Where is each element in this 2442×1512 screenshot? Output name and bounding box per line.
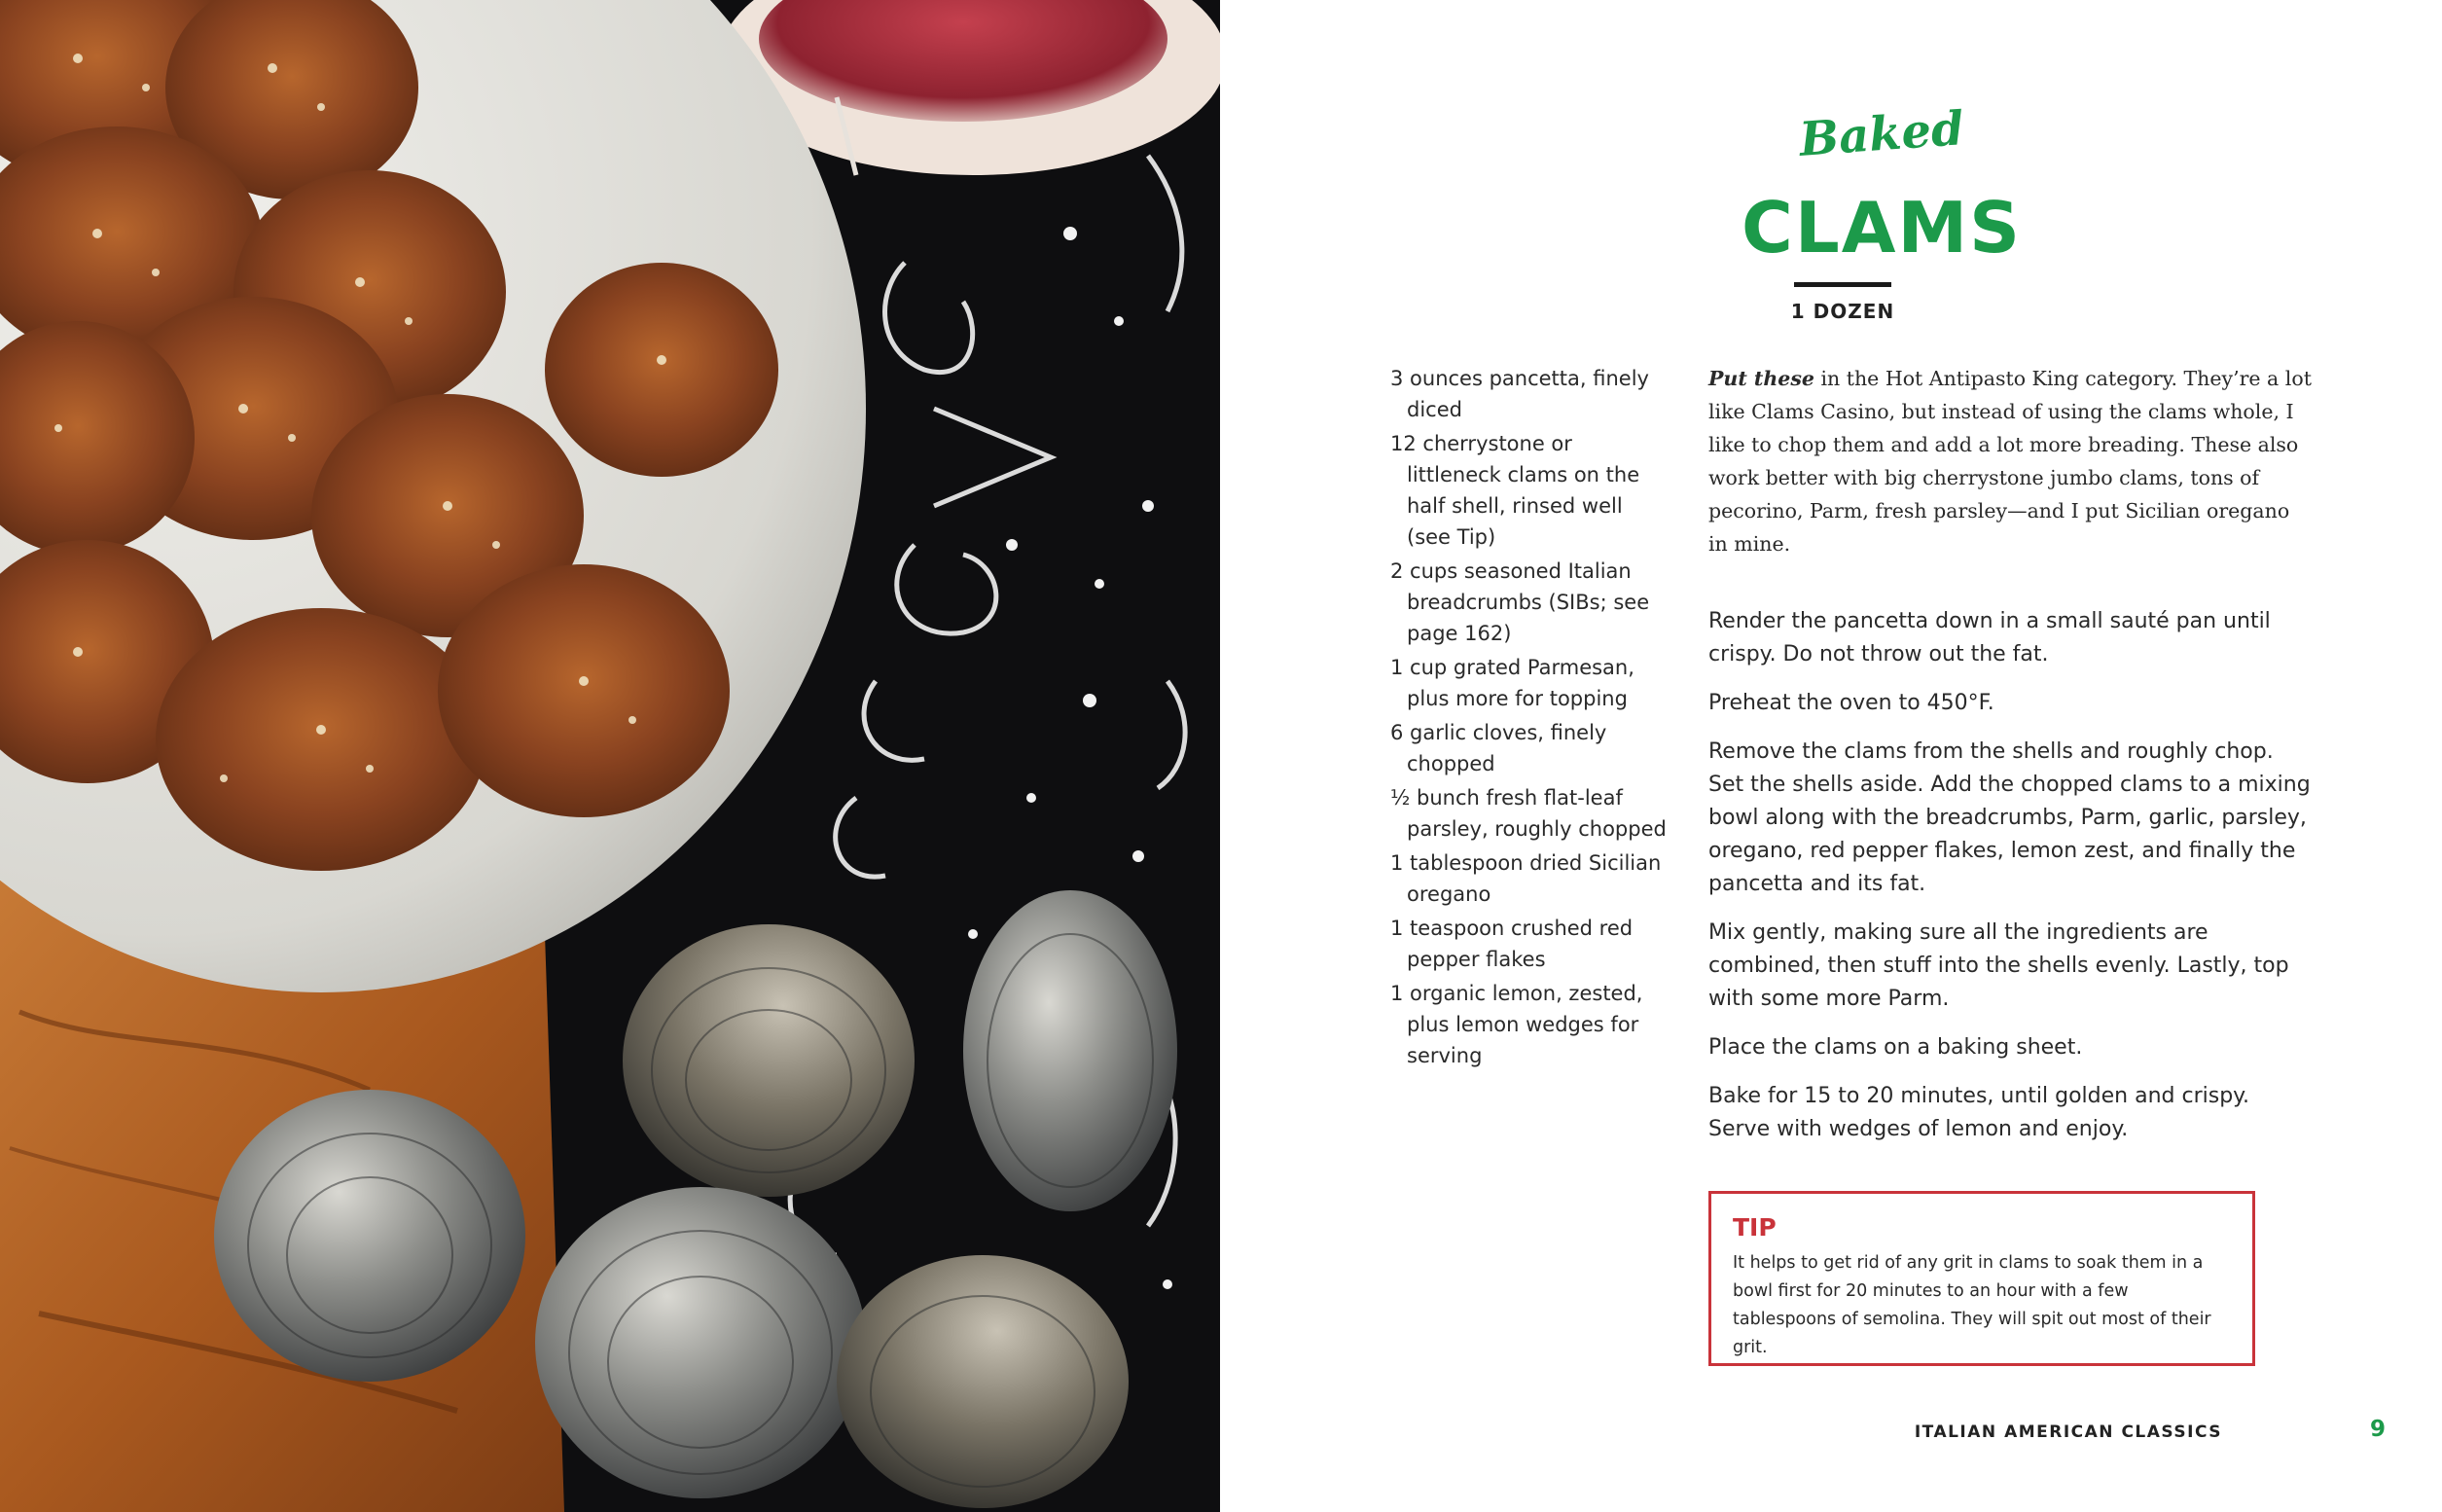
method-step: Bake for 15 to 20 minutes, until golden and crispy. Serve with wedges of lemon and enjoy. [1708,1084,2250,1141]
title-script: Baked [1797,101,1966,167]
tip-body: It helps to get rid of any grit in clams to soak them in a bowl first for 20 minutes to an hour with a few tablespoons of semolina. They will spit out most of their grit. [1733,1253,2211,1357]
title-rule [1794,282,1891,287]
tip-title: TIP [1733,1213,1777,1242]
running-footer: ITALIAN AMERICAN CLASSICS [1914,1422,2222,1442]
ingredient-item: 1 organic lemon, zested, plus lemon wedges for serving [1390,982,1643,1067]
recipe-photo [0,0,1220,1512]
ingredient-item: 12 cherrystone or littleneck clams on the half shell, rinsed well (see Tip) [1390,432,1640,549]
intro-lead: Put these [1708,367,1814,390]
method-step: Preheat the oven to 450°F. [1708,691,1994,715]
ingredient-item: 6 garlic cloves, finely chopped [1390,721,1607,775]
page-number: 9 [2369,1417,2386,1442]
method-step: Place the clams on a baking sheet. [1708,1035,2083,1060]
ingredient-item: 2 cups seasoned Italian breadcrumbs (SIBs; see page 162) [1390,559,1650,645]
baked-clams-photo [0,0,1220,1512]
recipe-page [1220,0,2442,1512]
ingredient-item: 1 teaspoon crushed red pepper flakes [1390,917,1634,971]
method-step: Mix gently, making sure all the ingredients are combined, then stuff into the shells evenly. Lastly, top with some more Parm. [1708,920,2289,1011]
ingredient-item: ½ bunch fresh flat-leaf parsley, roughly chopped [1390,786,1667,841]
method-step: Remove the clams from the shells and roughly chop. Set the shells aside. Add the chopped clams to a mixing bowl along with the breadcrumbs, Parm, garlic, parsley, oregano, red pepper flakes, lemon zest, and finally the pancetta and its fat. [1708,739,2311,896]
intro-text: in the Hot Antipasto King category. They’re a lot like Clams Casino, but instead of using the clams whole, I like to chop them and add a lot more breading. These also work better with big cherrystone jumbo clams, tons of pecorino, Parm, fresh parsley—and I put Sicilian oregano in mine. [1708,367,2312,556]
ingredient-item: 1 tablespoon dried Sicilian oregano [1390,851,1662,906]
method-step: Render the pancetta down in a small sauté pan until crispy. Do not throw out the fat. [1708,609,2271,666]
method-steps [1708,605,2312,1162]
ingredient-list [1390,363,1672,1074]
ingredient-item: 3 ounces pancetta, finely diced [1390,367,1649,421]
recipe-yield: 1 DOZEN [1790,300,1895,323]
recipe-intro [1708,362,2312,560]
tip-box [1708,1191,2255,1366]
ingredient-item: 1 cup grated Parmesan, plus more for topping [1390,656,1634,710]
recipe-title: CLAMS [1742,187,2022,269]
